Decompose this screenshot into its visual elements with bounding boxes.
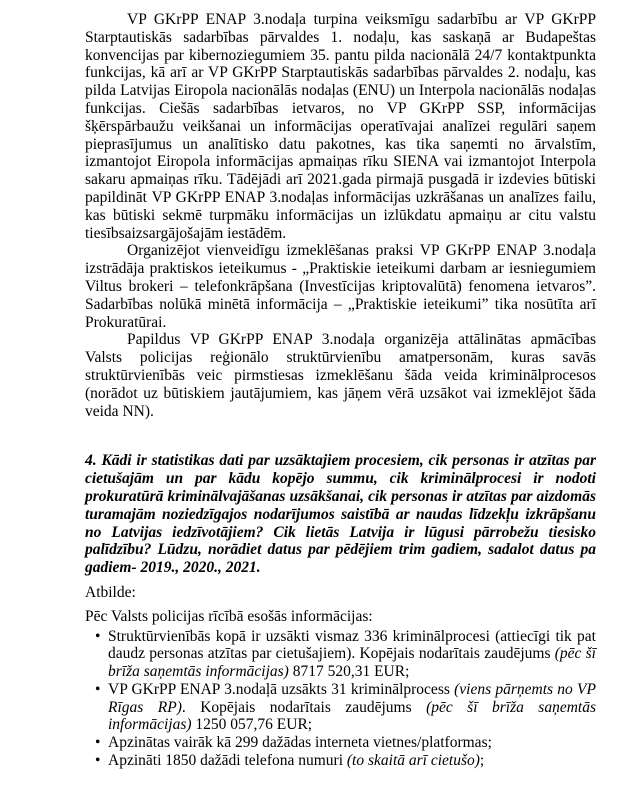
bullet-text-run: Apzinātas vairāk kā 299 dažādas interneta vietnes/platformas; [108, 734, 492, 752]
bullet-text-run: Struktūrvienībās kopā ir uzsākti vismaz 336 kriminālprocesi (attiecīgi tik pat daudz personas atzītas par cietušajiem). Kopējais nodarītais zaudējums [108, 627, 596, 663]
list-item-enap-proceedings [85, 681, 596, 734]
paragraph-cooperation: VP GKrPP ENAP 3.nodaļa turpina veiksmīgu sadarbību ar VP GKrPP Starptautiskās sadarbības pārvaldes 1. nodaļu, kas saskaņā ar Budapeštas konvencijas par kibernoziegumiem 35. pantu pilda nacionālā 24/7 kontaktpunkta funkcijas, kā arī ar VP GKrPP Starptautiskās sadarbības pārvaldes 2. nodaļu, kas pilda Latvijas Eiropola nacionālās nodaļas (ENU) un Interpola nacionālās nodaļas funkcijas. Ciešās sadarbības ietvaros, no VP GKrPP SSP, informācijas šķērspārbaužu veikšanai un informācijas operatīvajai analīzei regulāri saņem pieprasījumus un analītisko datu pakotnes, kas tika saņemti no ārvalstīm, izmantojot Eiropola informācijas apmaiņas rīku SIENA vai izmantojot Interpola sakaru apmaiņas rīku. Tādējādi arī 2021.gada pirmajā pusgadā ir izdevies būtiski papildināt VP GKrPP ENAP 3.nodaļas informācijas uzkrāšanas un analīzes failu, kas būtiski sekmē turpmāku informācijas un izlūkdatu apmaiņu ar citu valstu tiesībsaizsargājošajām iestādēm. [85, 11, 596, 242]
bullet-text-run: ; [479, 752, 485, 770]
bullet-text-run: 1250 057,76 EUR; [191, 716, 313, 734]
bullet-text-run: (to skaitā arī cietušo) [346, 752, 480, 770]
bullet-text-run: Apzināti 1850 dažādi telefona numuri [108, 752, 347, 770]
question-4: 4. Kādi ir statistikas dati par uzsāktajiem procesiem, cik personas ir atzītas par cietušajām un par kādu kopējo summu, cik kriminālprocesi ir nodoti prokuratūrā kriminālvajāšanas uzsākšanai, cik personas ir atzītas par aizdomās turamajām noziedzīgajos nodarījumos saistībā ar naudas līdzekļu izkrāpšanu no Latvijas iedzīvotājiem? Cik lietās Latvija ir lūgusi pārrobežu tiesisko palīdzību? Lūdzu, norādiet datus par pēdējiem trim gadiem, sadalot datus pa gadiem- 2019., 2020., 2021. [85, 452, 596, 577]
paragraph-training: Papildus VP GKrPP ENAP 3.nodaļa organizēja attālinātas apmācības Valsts policijas reģionālo struktūrvienību amatpersonām, kuras savās struktūrvienībās veic pirmstiesas izmeklēšanu šāda veida kriminālprocesos (norādot uz būtiskiem jautājumiem, kas jāņem vērā uzsākot vai izmeklējot šāda veida NN). [85, 331, 596, 420]
list-item-criminal-proceedings-total [85, 628, 596, 681]
bullet-text-run: (viens pārņemts no VP Rīgas RP) [108, 680, 596, 716]
bullet-icon: • [95, 627, 101, 645]
list-item-phone-numbers [85, 752, 596, 770]
bullet-text-run: VP GKrPP ENAP 3.nodaļā uzsākts 31 kriminālprocess [108, 680, 455, 698]
list-item-websites [85, 734, 596, 752]
bullet-text-run: (pēc šī brīža saņemtās informācijas) [108, 645, 596, 681]
bullet-text-run: 8717 520,31 EUR; [288, 663, 410, 681]
paragraph-recommendations: Organizējot vienveidīgu izmeklēšanas praksi VP GKrPP ENAP 3.nodaļa izstrādāja praktiskos ieteikumus - „Praktiskie ieteikumi darbam ar iesniegumiem Viltus brokeri – telefonkrāpšana (Investīcijas kriptovalūtā) fenomena ietvaros”. Sadarbības nolūkā minētā informācija – „Praktiskie ieteikumi” tika nosūtīta arī Prokuratūrai. [85, 242, 596, 331]
bullet-icon: • [95, 734, 101, 752]
bullet-text-run: . Kopējais nodarītais zaudējums [181, 698, 427, 716]
answer-label: Atbilde: [85, 583, 136, 601]
answer-intro: Pēc Valsts policijas rīcībā esošās informācijas: [85, 607, 373, 625]
bullet-list [85, 628, 596, 770]
bullet-text-run: (pēc šī brīža saņemtās informācijas) [108, 698, 596, 734]
bullet-icon: • [95, 752, 101, 770]
bullet-icon: • [95, 680, 101, 698]
